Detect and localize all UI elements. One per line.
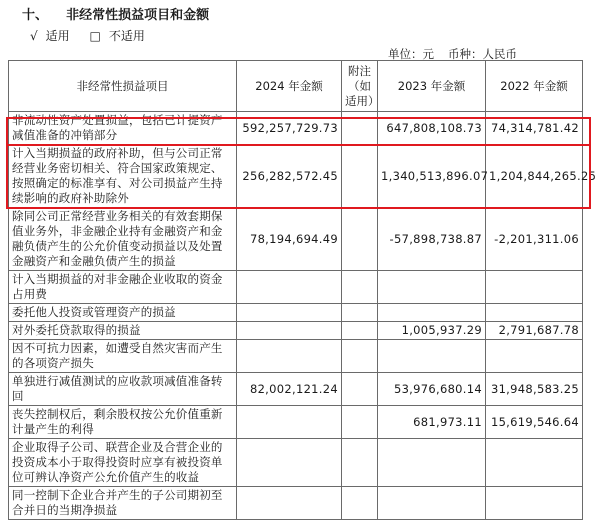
applicable-label: 适用 bbox=[45, 29, 70, 43]
header-note: 附注（如适用） bbox=[342, 61, 378, 112]
row-note bbox=[342, 373, 378, 406]
row-item: 计入当期损益的政府补助，但与公司正常经营业务密切相关、符合国家政策规定、按照确定的标准享有、对公司损益产生持续影响的政府补助除外 bbox=[9, 145, 237, 208]
applicability-options bbox=[30, 27, 161, 44]
currency-label: 币种：人民币 bbox=[448, 47, 517, 61]
row-2024 bbox=[237, 271, 342, 304]
row-2023: 1,005,937.29 bbox=[378, 322, 486, 340]
row-2023: 1,340,513,896.07 bbox=[378, 145, 486, 208]
row-2022: 1,204,844,265.25 bbox=[486, 145, 583, 208]
row-item: 丧失控制权后，剩余股权按公允价值重新计量产生的利得 bbox=[9, 406, 237, 439]
header-2024: 2024 年金额 bbox=[237, 61, 342, 112]
row-item: 除同公司正常经营业务相关的有效套期保值业务外，非金融企业持有金融资产和金融负债产生的公允价值变动损益以及处置金融资产和金融负债产生的损益 bbox=[9, 208, 237, 271]
row-2023 bbox=[378, 487, 486, 520]
row-note bbox=[342, 406, 378, 439]
table-row bbox=[9, 145, 583, 208]
row-2023 bbox=[378, 271, 486, 304]
row-2024 bbox=[237, 439, 342, 487]
row-note bbox=[342, 271, 378, 304]
row-item: 非流动性资产处置损益，包括已计提资产减值准备的冲销部分 bbox=[9, 112, 237, 145]
row-2022: 31,948,583.25 bbox=[486, 373, 583, 406]
table-row bbox=[9, 208, 583, 271]
row-note bbox=[342, 208, 378, 271]
row-2024: 256,282,572.45 bbox=[237, 145, 342, 208]
header-2023: 2023 年金额 bbox=[378, 61, 486, 112]
row-note bbox=[342, 322, 378, 340]
row-note bbox=[342, 487, 378, 520]
check-mark-icon: √ bbox=[30, 29, 38, 43]
table-row bbox=[9, 406, 583, 439]
header-item: 非经常性损益项目 bbox=[9, 61, 237, 112]
table-row bbox=[9, 322, 583, 340]
table-row bbox=[9, 487, 583, 520]
row-note bbox=[342, 340, 378, 373]
row-2023: 681,973.11 bbox=[378, 406, 486, 439]
header-2022: 2022 年金额 bbox=[486, 61, 583, 112]
row-2024 bbox=[237, 340, 342, 373]
table-header-row bbox=[9, 61, 583, 112]
row-2024: 78,194,694.49 bbox=[237, 208, 342, 271]
not-applicable-label: 不适用 bbox=[108, 29, 145, 43]
row-2024 bbox=[237, 304, 342, 322]
row-note bbox=[342, 145, 378, 208]
row-item: 计入当期损益的对非金融企业收取的资金占用费 bbox=[9, 271, 237, 304]
row-2023: -57,898,738.87 bbox=[378, 208, 486, 271]
not-applicable-option[interactable] bbox=[90, 29, 153, 43]
row-2024 bbox=[237, 487, 342, 520]
row-note bbox=[342, 439, 378, 487]
non-recurring-gains-losses-table bbox=[8, 60, 597, 520]
table-row bbox=[9, 439, 583, 487]
row-2024: 82,002,121.24 bbox=[237, 373, 342, 406]
row-item: 委托他人投资或管理资产的损益 bbox=[9, 304, 237, 322]
empty-checkbox-icon: □ bbox=[89, 29, 101, 43]
row-2022: 15,619,546.64 bbox=[486, 406, 583, 439]
row-2024: 592,257,729.73 bbox=[237, 112, 342, 145]
row-2022: 74,314,781.42 bbox=[486, 112, 583, 145]
row-item: 单独进行减值测试的应收款项减值准备转回 bbox=[9, 373, 237, 406]
table-row bbox=[9, 340, 583, 373]
row-note bbox=[342, 304, 378, 322]
applicable-option[interactable] bbox=[30, 29, 78, 43]
row-2024 bbox=[237, 406, 342, 439]
row-note bbox=[342, 112, 378, 145]
row-2023: 647,808,108.73 bbox=[378, 112, 486, 145]
row-2023 bbox=[378, 304, 486, 322]
row-2022: -2,201,311.06 bbox=[486, 208, 583, 271]
row-2023 bbox=[378, 439, 486, 487]
unit-label: 单位：元 bbox=[388, 47, 434, 61]
row-2022 bbox=[486, 340, 583, 373]
row-item: 同一控制下企业合并产生的子公司期初至合并日的当期净损益 bbox=[9, 487, 237, 520]
row-2022 bbox=[486, 304, 583, 322]
table-row bbox=[9, 304, 583, 322]
row-2022: 2,791,687.78 bbox=[486, 322, 583, 340]
row-2022 bbox=[486, 271, 583, 304]
row-2024 bbox=[237, 322, 342, 340]
section-number: 十、 bbox=[22, 8, 49, 23]
row-2022 bbox=[486, 487, 583, 520]
table-row bbox=[9, 271, 583, 304]
section-title-text: 非经常性损益项目和金额 bbox=[66, 8, 210, 23]
row-2023: 53,976,680.14 bbox=[378, 373, 486, 406]
table-row bbox=[9, 373, 583, 406]
row-item: 因不可抗力因素，如遭受自然灾害而产生的各项资产损失 bbox=[9, 340, 237, 373]
row-2023 bbox=[378, 340, 486, 373]
row-2022 bbox=[486, 439, 583, 487]
row-item: 企业取得子公司、联营企业及合营企业的投资成本小于取得投资时应享有被投资单位可辨认净资产公允价值产生的收益 bbox=[9, 439, 237, 487]
section-title bbox=[22, 4, 209, 23]
table-row bbox=[9, 112, 583, 145]
row-item: 对外委托贷款取得的损益 bbox=[9, 322, 237, 340]
